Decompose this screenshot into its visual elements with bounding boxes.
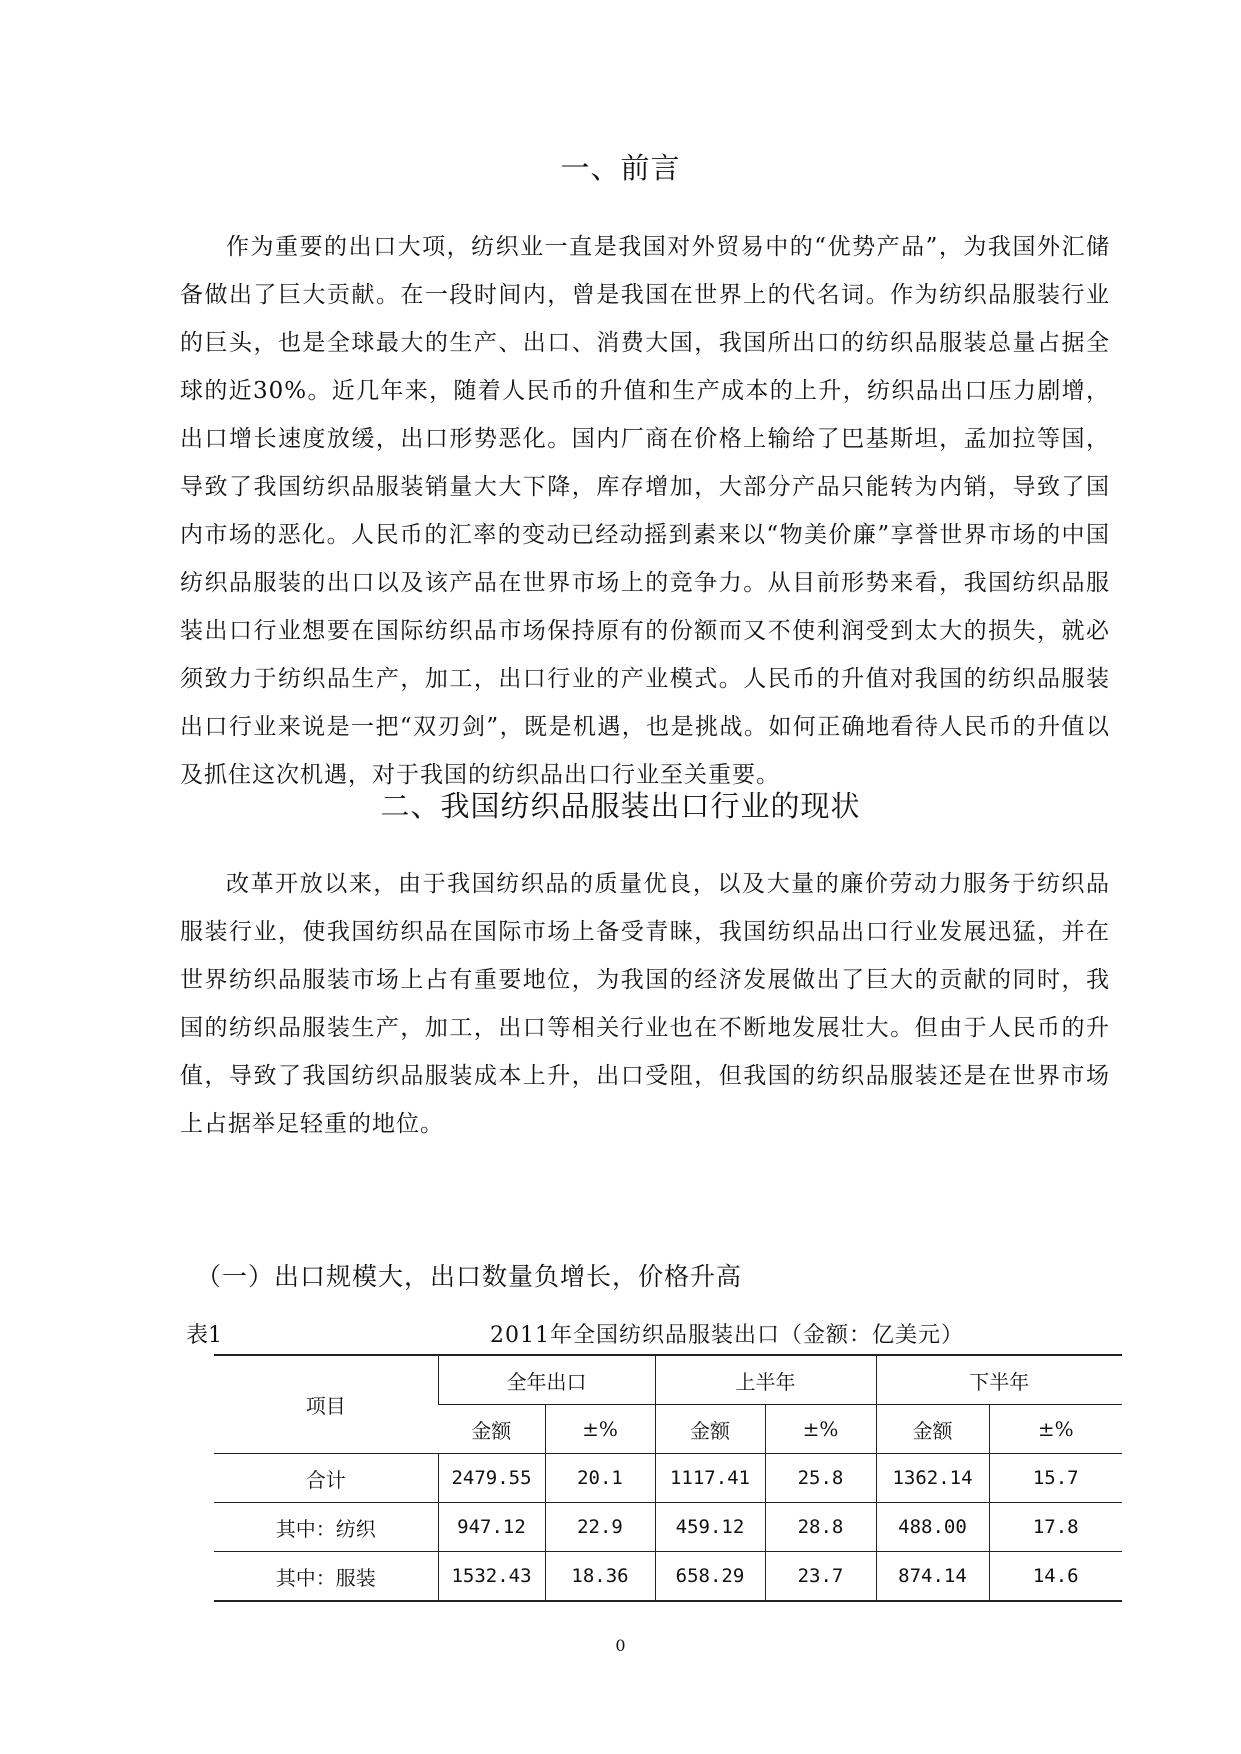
cell-value: 1532.43 [438, 1552, 545, 1602]
header-amount: 金额 [876, 1405, 989, 1454]
header-change: ±% [765, 1405, 876, 1454]
header-group-full-year: 全年出口 [438, 1355, 655, 1405]
header-amount: 金额 [438, 1405, 545, 1454]
cell-value: 15.7 [989, 1454, 1122, 1503]
section-heading-status: 二、我国纺织品服装出口行业的现状 [380, 789, 861, 823]
cell-value: 947.12 [438, 1503, 545, 1552]
table-row [214, 1552, 1122, 1602]
table-title: 2011年全国纺织品服装出口（金额：亿美元） [490, 1323, 964, 1348]
preface-paragraph: 作为重要的出口大项，纺织业一直是我国对外贸易中的“优势产品”，为我国外汇储备做出了巨大贡献。在一段时间内，曾是我国在世界上的代名词。作为纺织品服装行业的巨头，也是全球最大的生产、出口、消费大国，我国所出口的纺织品服装总量占据全球的近30%。近几年来，随着人民币的升值和生产成本的上升，纺织品出口压力剧增，出口增长速度放缓，出口形势恶化。国内厂商在价格上输给了巴基斯坦，孟加拉等国，导致了我国纺织品服装销量大大下降，库存增加，大部分产品只能转为内销，导致了国内市场的恶化。人民币的汇率的变动已经动摇到素来以“物美价廉”享誉世界市场的中国纺织品服装的出口以及该产品在世界市场上的竞争力。从目前形势来看，我国纺织品服装出口行业想要在国际纺织品市场保持原有的份额而又不使利润受到太大的损失，就必须致力于纺织品生产，加工，出口行业的产业模式。人民币的升值对我国的纺织品服装出口行业来说是一把“双刃剑”，既是机遇，也是挑战。如何正确地看待人民币的升值以及抓住这次机遇，对于我国的纺织品出口行业至关重要。 [180, 234, 1110, 788]
cell-value: 14.6 [989, 1552, 1122, 1602]
cell-value: 874.14 [876, 1552, 989, 1602]
row-label: 其中：服装 [214, 1552, 438, 1602]
page-number: 0 [615, 1636, 626, 1655]
cell-value: 459.12 [655, 1503, 765, 1552]
header-group-second-half: 下半年 [876, 1355, 1122, 1405]
cell-value: 17.8 [989, 1503, 1122, 1552]
header-change: ±% [989, 1405, 1122, 1454]
table-header-row [214, 1355, 1122, 1405]
header-item: 项目 [214, 1355, 438, 1454]
cell-value: 18.36 [545, 1552, 655, 1602]
status-paragraph: 改革开放以来，由于我国纺织品的质量优良，以及大量的廉价劳动力服务于纺织品服装行业，使我国纺织品在国际市场上备受青睐，我国纺织品出口行业发展迅猛，并在世界纺织品服装市场上占有重要地位，为我国的经济发展做出了巨大的贡献的同时，我国的纺织品服装生产，加工，出口等相关行业也在不断地发展壮大。但由于人民币的升值，导致了我国纺织品服装成本上升，出口受阻，但我国的纺织品服装还是在世界市场上占据举足轻重的地位。 [180, 871, 1110, 1137]
cell-value: 658.29 [655, 1552, 765, 1602]
cell-value: 22.9 [545, 1503, 655, 1552]
row-label: 合计 [214, 1454, 438, 1503]
row-label: 其中：纺织 [214, 1503, 438, 1552]
table-number: 表1 [186, 1323, 222, 1348]
cell-value: 25.8 [765, 1454, 876, 1503]
table-row [214, 1454, 1122, 1503]
table-row [214, 1503, 1122, 1552]
header-amount: 金额 [655, 1405, 765, 1454]
section-heading-preface: 一、前言 [560, 151, 681, 185]
cell-value: 20.1 [545, 1454, 655, 1503]
header-change: ±% [545, 1405, 655, 1454]
export-table [214, 1354, 1122, 1602]
header-group-first-half: 上半年 [655, 1355, 876, 1405]
cell-value: 28.8 [765, 1503, 876, 1552]
cell-value: 488.00 [876, 1503, 989, 1552]
cell-value: 1117.41 [655, 1454, 765, 1503]
cell-value: 1362.14 [876, 1454, 989, 1503]
subsection-heading: （一）出口规模大，出口数量负增长，价格升高 [196, 1262, 743, 1291]
cell-value: 2479.55 [438, 1454, 545, 1503]
cell-value: 23.7 [765, 1552, 876, 1602]
